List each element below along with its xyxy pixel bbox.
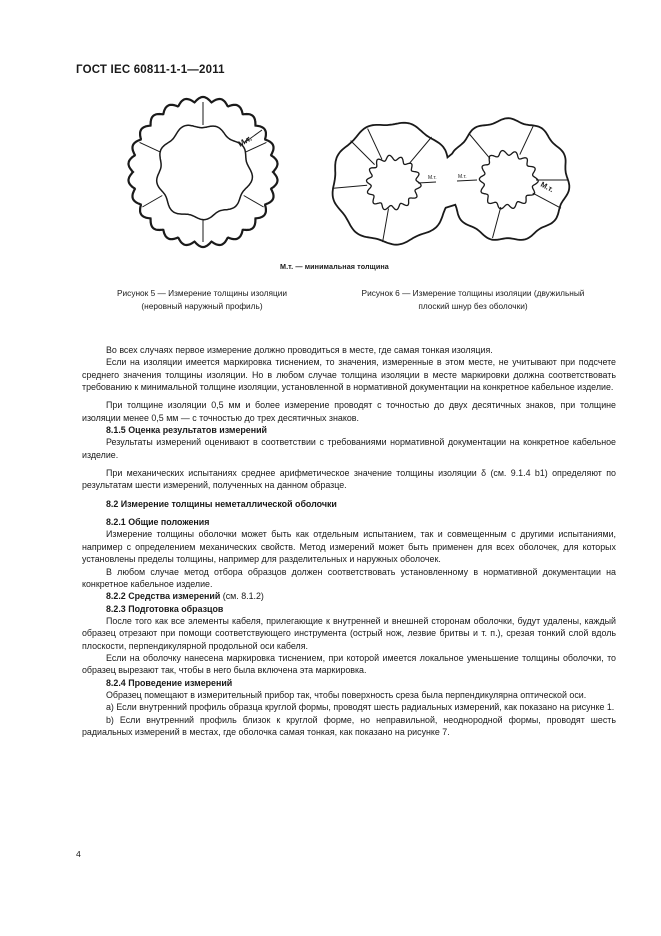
- section-heading-8-2-2: 8.2.2 Средства измерений (см. 8.1.2): [106, 591, 264, 602]
- section-heading-8-2-1: 8.2.1 Общие положения: [106, 517, 210, 528]
- figures-area: [0, 0, 661, 330]
- measure-line: [351, 141, 375, 165]
- fig6-mt-label-middle-left: М.т.: [428, 175, 437, 181]
- paragraph: При механических испытаниях среднее арифметическое значение толщины изоляции δ (см. 9.1.4 b1) определяют по результатам шести измерений, полученных на данном образце.: [82, 468, 616, 491]
- fig5-mt-label: М.т.: [236, 133, 254, 149]
- section-heading-8-1-5: 8.1.5 Оценка результатов измерений: [106, 425, 268, 436]
- figure-legend: М.т. — минимальная толщина: [280, 262, 389, 271]
- figure-5-drawing: [129, 97, 278, 247]
- fig6-left-core: [367, 155, 422, 209]
- measure-line: [533, 193, 561, 208]
- measure-line: [520, 126, 534, 155]
- paragraph: Образец помещают в измерительный прибор так, чтобы поверхность среза была перпендикулярна оптической оси.: [106, 689, 587, 700]
- paragraph: Результаты измерений оценивают в соответствии с требованиями нормативной документации на конкретное кабельное изделие.: [82, 437, 616, 460]
- section-heading-8-2-3: 8.2.3 Подготовка образцов: [106, 603, 224, 614]
- paragraph: Во всех случаях первое измерение должно проводиться в месте, где самая тонкая изоляция.: [106, 345, 493, 355]
- fig6-min-thickness-marks: [418, 180, 477, 183]
- measure-line: [469, 134, 490, 159]
- fig6-outer-profile: [333, 118, 570, 245]
- fig6-mt-label-middle-right: М.т.: [458, 174, 467, 180]
- measure-line: [140, 142, 161, 152]
- paragraph: В любом случае метод отбора образцов должен соответствовать установленному в нормативной документации на конкретное кабельное изделие.: [82, 566, 616, 589]
- list-item: a) Если внутренний профиль образца круглой формы, проводят шесть радиальных измерений, как показано на рисунке 1.: [106, 702, 615, 713]
- paragraph: Если на изоляции имеется маркировка тиснением, то значения, измеренные в этом месте, не учитывают при подсчете среднего значения толщины изоляции. Но в любом случае толщина изоляции в месте маркировки должна соответствовать требованию к минимальной толщине изоляции, установленной в нормативной документации на конкретное кабельное изделие.: [82, 357, 616, 393]
- measure-line: [493, 207, 501, 238]
- measure-line: [368, 129, 382, 160]
- fig6-mt-label-right: М.т.: [539, 179, 556, 195]
- paragraph: Измерение толщины оболочки может быть как отдельным испытанием, так и совмещенным с другими испытаниями, например с определением механических свойств. Метод измерений может быть применен для всех оболочек, для которых установлены пределы толщины, например для разделительных и наружных оболочек.: [82, 529, 616, 565]
- document-header: ГОСТ IEC 60811-1-1—2011: [76, 64, 225, 76]
- list-item: b) Если внутренний профиль близок к круглой форме, но неправильной, неоднородной формы, проводят шесть радиальных измерений в местах, где оболочка самая тонкая, как показано на рисунке 7.: [82, 714, 616, 737]
- measure-line: [410, 137, 432, 163]
- body-text: [82, 344, 616, 738]
- paragraph: Если на оболочку нанесена маркировка тиснением, при которой имеется локальное уменьшение толщины оболочки, то образец вырезают так, чтобы в него была включена эта маркировка.: [82, 652, 616, 676]
- paragraph: При толщине изоляции 0,5 мм и более измерение проводят с точностью до двух десятичных знаков, при толщине изоляции менее 0,5 мм — с точностью до трех десятичных знаков.: [82, 400, 616, 423]
- page-number: 4: [76, 849, 81, 859]
- paragraph: После того как все элементы кабеля, прилегающие к внутренней и внешней сторонам оболочки, будут удалены, каждый образец отрезают при помощи соответствующего инструмента (острый нож, лезвие бритвы и т. п.), срезая тонкий слой вдоль плоскости, перпендикулярной продольной оси кабеля.: [82, 615, 616, 651]
- fig6-right-core: [479, 151, 538, 209]
- figure-6-drawing: [333, 118, 570, 245]
- measure-line: [333, 185, 367, 188]
- section-heading-8-2-4: 8.2.4 Проведение измерений: [106, 677, 233, 688]
- section-heading-8-2: 8.2 Измерение толщины неметаллической оболочки: [106, 498, 337, 509]
- measure-line: [383, 209, 389, 243]
- figure-6-caption: Рисунок 6 — Измерение толщины изоляции (двужильный плоский шнур без оболочки): [361, 288, 585, 311]
- measure-line: [142, 196, 162, 208]
- measure-line: [244, 196, 264, 208]
- figure-5-caption: Рисунок 5 — Измерение толщины изоляции (неровный наружный профиль): [117, 288, 287, 311]
